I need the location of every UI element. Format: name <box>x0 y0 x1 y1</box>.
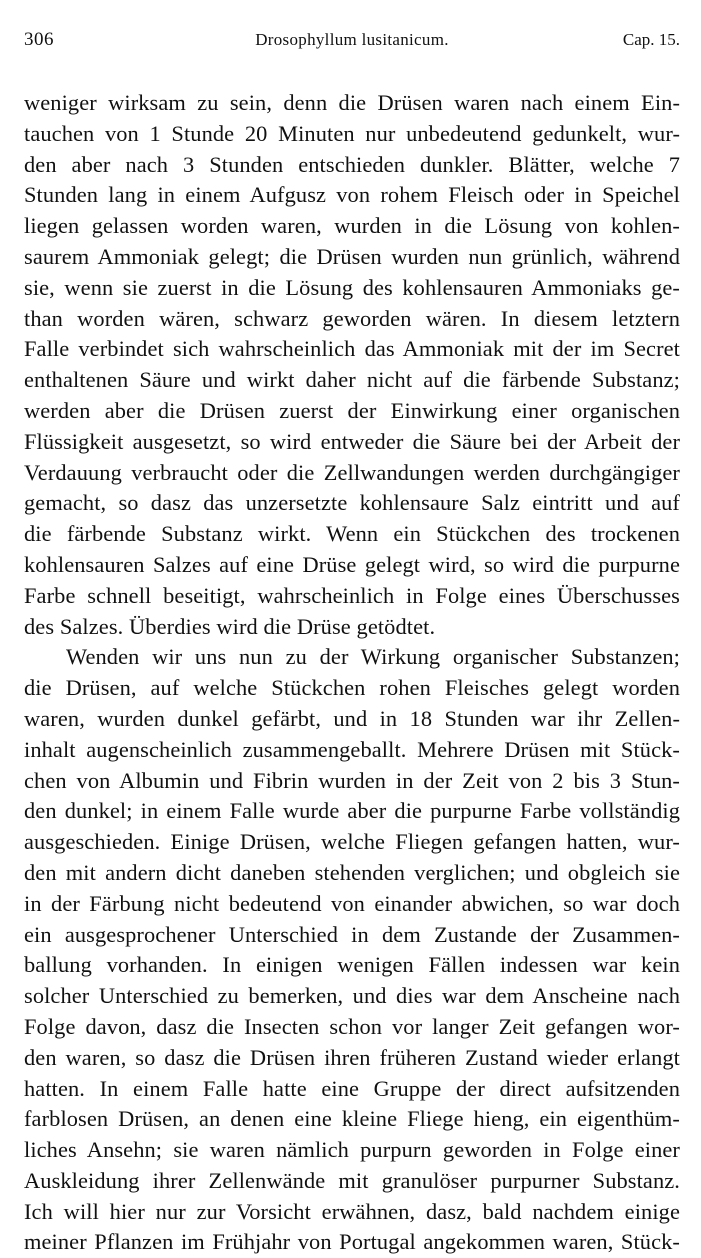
text-line: Folge davon, dasz die Insecten schon vor langer Zeit gefangen wor- <box>24 1013 680 1039</box>
text-line: liches Ansehn; sie waren nämlich purpurn geworden in Folge einer <box>24 1137 680 1163</box>
text-line: waren, wurden dunkel gefärbt, und in 18 Stunden war ihr Zellen- <box>24 705 680 731</box>
text-line: den waren, so dasz die Drüsen ihren früheren Zustand wieder erlangt <box>24 1044 680 1070</box>
text-line: den aber nach 3 Stunden entschieden dunkler. Blätter, welche 7 <box>24 151 680 177</box>
text-line: Auskleidung ihrer Zellenwände mit granulöser purpurner Substanz. <box>24 1167 680 1193</box>
text-line: Stunden lang in einem Aufgusz von rohem Fleisch oder in Speichel <box>24 182 680 208</box>
text-line: than worden wären, schwarz geworden wären. In diesem letztern <box>24 305 680 331</box>
text-line: liegen gelassen worden waren, wurden in die Lösung von kohlen- <box>24 213 680 239</box>
text-line: in der Färbung nicht bedeutend von einander abwichen, so war doch <box>24 890 680 916</box>
chapter-label: Cap. 15. <box>622 30 680 49</box>
text-line: Ich will hier nur zur Vorsicht erwähnen, dasz, bald nachdem einige <box>24 1198 680 1224</box>
text-line: enthaltenen Säure und wirkt daher nicht auf die färbende Substanz; <box>24 367 680 393</box>
text-line: saurem Ammoniak gelegt; die Drüsen wurden nun grünlich, während <box>24 243 680 269</box>
text-line: chen von Albumin und Fibrin wurden in der Zeit von 2 bis 3 Stun- <box>24 767 680 793</box>
text-line: ausgeschieden. Einige Drüsen, welche Fliegen gefangen hatten, wur- <box>24 829 680 855</box>
text-line: Falle verbindet sich wahrscheinlich das Ammoniak mit der im Secret <box>24 336 680 362</box>
text-line: meiner Pflanzen im Frühjahr von Portugal angekommen waren, Stück- <box>24 1229 680 1255</box>
text-line: Flüssigkeit ausgesetzt, so wird entweder die Säure bei der Arbeit der <box>24 428 680 454</box>
page-header <box>24 26 680 54</box>
text-line: den dunkel; in einem Falle wurde aber die purpurne Farbe vollständig <box>24 798 680 824</box>
text-line: des Salzes. Überdies wird die Drüse getödtet. <box>24 613 436 639</box>
text-line: die Drüsen, auf welche Stückchen rohen Fleisches gelegt worden <box>24 675 680 701</box>
text-line: Verdauung verbraucht oder die Zellwandungen werden durchgängiger <box>24 459 680 485</box>
text-line: die färbende Substanz wirkt. Wenn ein Stückchen des trockenen <box>24 521 680 547</box>
text-line: gemacht, so dasz das unzersetzte kohlensaure Salz eintritt und auf <box>24 490 680 516</box>
paragraph <box>24 88 680 642</box>
paragraph <box>24 642 680 1258</box>
text-line: Wenden wir uns nun zu der Wirkung organischer Substanzen; <box>66 644 680 670</box>
text-line: ballung vorhanden. In einigen wenigen Fällen indessen war kein <box>24 952 680 978</box>
text-line: farblosen Drüsen, an denen eine kleine Fliege hieng, ein eigenthüm- <box>24 1106 680 1132</box>
text-line: tauchen von 1 Stunde 20 Minuten nur unbedeutend gedunkelt, wur- <box>24 120 680 146</box>
text-line: inhalt augenscheinlich zusammengeballt. Mehrere Drüsen mit Stück- <box>24 736 680 762</box>
text-line: kohlensauren Salzes auf eine Drüse gelegt wird, so wird die purpurne <box>24 551 680 577</box>
page-number: 306 <box>24 29 54 50</box>
text-line: weniger wirksam zu sein, denn die Drüsen waren nach einem Ein- <box>24 90 680 115</box>
body-text <box>24 88 680 1258</box>
running-title: Drosophyllum lusitanicum. <box>255 30 449 49</box>
text-line: werden aber die Drüsen zuerst der Einwirkung einer organischen <box>24 397 680 423</box>
text-line: solcher Unterschied zu bemerken, und dies war dem Anscheine nach <box>24 983 680 1009</box>
text-line: ein ausgesprochener Unterschied in dem Zustande der Zusammen- <box>24 921 680 947</box>
text-line: hatten. In einem Falle hatte eine Gruppe der direct aufsitzenden <box>24 1075 680 1101</box>
book-page <box>24 26 680 1258</box>
text-line: Farbe schnell beseitigt, wahrscheinlich in Folge eines Überschusses <box>24 582 680 608</box>
text-line: sie, wenn sie zuerst in die Lösung des kohlensauren Ammoniaks ge- <box>24 274 680 300</box>
text-line: den mit andern dicht daneben stehenden verglichen; und obgleich sie <box>24 859 680 885</box>
